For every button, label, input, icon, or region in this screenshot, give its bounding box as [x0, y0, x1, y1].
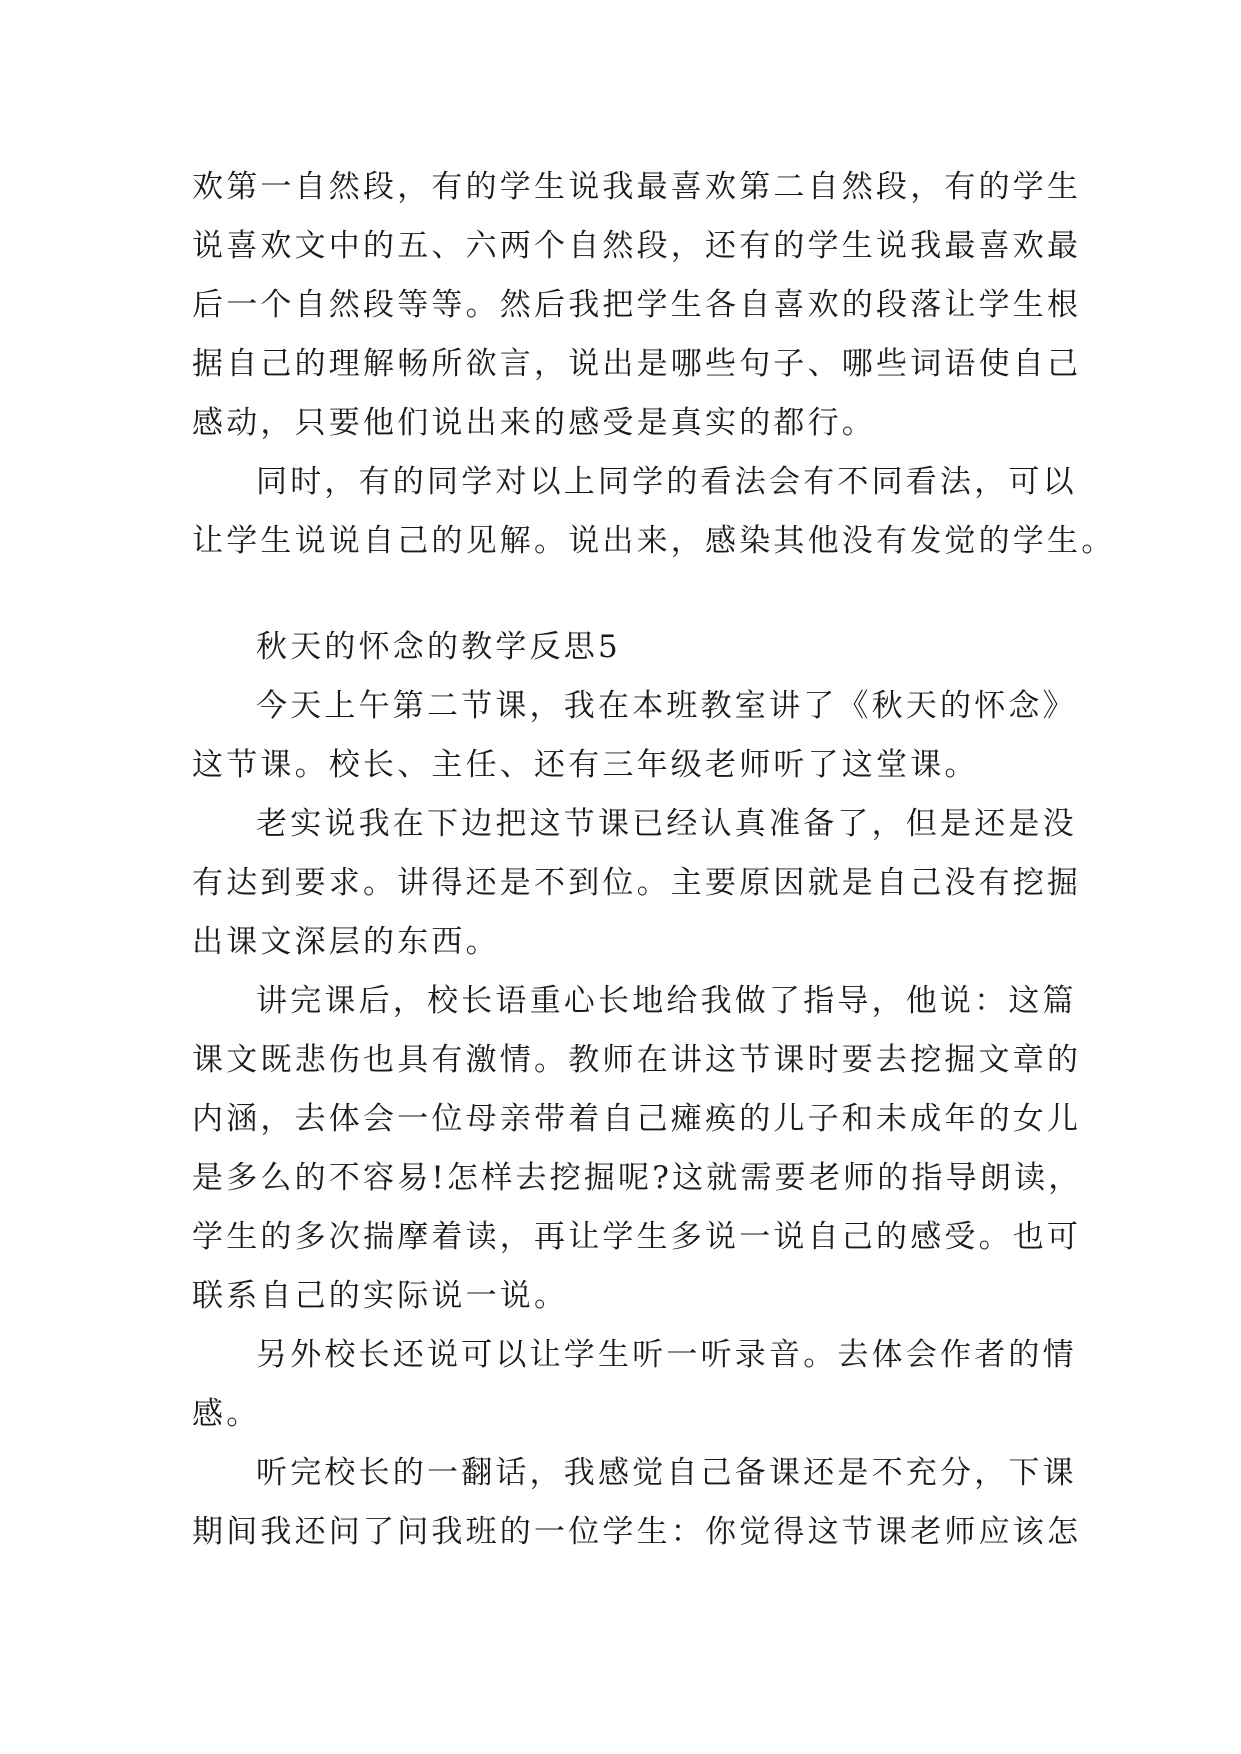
text-line: 内涵，去体会一位母亲带着自己瘫痪的儿子和未成年的女儿 — [192, 1101, 1082, 1137]
document-body — [192, 158, 1116, 1562]
text-line: 感。 — [192, 1396, 261, 1432]
section-title: 秋天的怀念的教学反思5 — [256, 629, 621, 665]
text-line: 同时，有的同学对以上同学的看法会有不同看法，可以 — [256, 464, 1077, 500]
text-line: 感动，只要他们说出来的感受是真实的都行。 — [192, 405, 876, 441]
paragraph — [192, 677, 1077, 795]
text-line: 有达到要求。讲得还是不到位。主要原因就是自己没有挖掘 — [192, 865, 1082, 901]
paragraph — [192, 453, 1116, 571]
text-line: 让学生说说自己的见解。说出来，感染其他没有发觉的学生。 — [192, 523, 1116, 559]
text-line: 另外校长还说可以让学生听一听录音。去体会作者的情 — [256, 1337, 1077, 1373]
text-line: 老实说我在下边把这节课已经认真准备了，但是还是没 — [256, 806, 1077, 842]
paragraph — [192, 1326, 1077, 1444]
text-line: 联系自己的实际说一说。 — [192, 1278, 569, 1314]
text-line: 这节课。校长、主任、还有三年级老师听了这堂课。 — [192, 747, 979, 783]
paragraph — [192, 972, 1083, 1326]
text-line: 是多么的不容易!怎样去挖掘呢?这就需要老师的指导朗读， — [192, 1160, 1083, 1196]
text-line: 说喜欢文中的五、六两个自然段，还有的学生说我最喜欢最 — [192, 228, 1082, 264]
text-line: 听完校长的一翻话，我感觉自己备课还是不充分，下课 — [256, 1455, 1077, 1491]
paragraph — [192, 795, 1082, 972]
text-line: 今天上午第二节课，我在本班教室讲了《秋天的怀念》 — [256, 688, 1077, 724]
text-line: 欢第一自然段，有的学生说我最喜欢第二自然段，有的学生 — [192, 169, 1082, 205]
section-spacer — [192, 571, 1052, 618]
text-line: 后一个自然段等等。然后我把学生各自喜欢的段落让学生根 — [192, 287, 1082, 323]
paragraph — [192, 1444, 1082, 1562]
text-line: 课文既悲伤也具有激情。教师在讲这节课时要去挖掘文章的 — [192, 1042, 1082, 1078]
text-line: 期间我还问了问我班的一位学生：你觉得这节课老师应该怎 — [192, 1514, 1082, 1550]
text-line: 出课文深层的东西。 — [192, 924, 500, 960]
paragraph-continuation — [192, 158, 1082, 453]
text-line: 学生的多次揣摩着读，再让学生多说一说自己的感受。也可 — [192, 1219, 1082, 1255]
text-line: 据自己的理解畅所欲言，说出是哪些句子、哪些词语使自己 — [192, 346, 1082, 382]
text-line: 讲完课后，校长语重心长地给我做了指导，他说：这篇 — [256, 983, 1077, 1019]
